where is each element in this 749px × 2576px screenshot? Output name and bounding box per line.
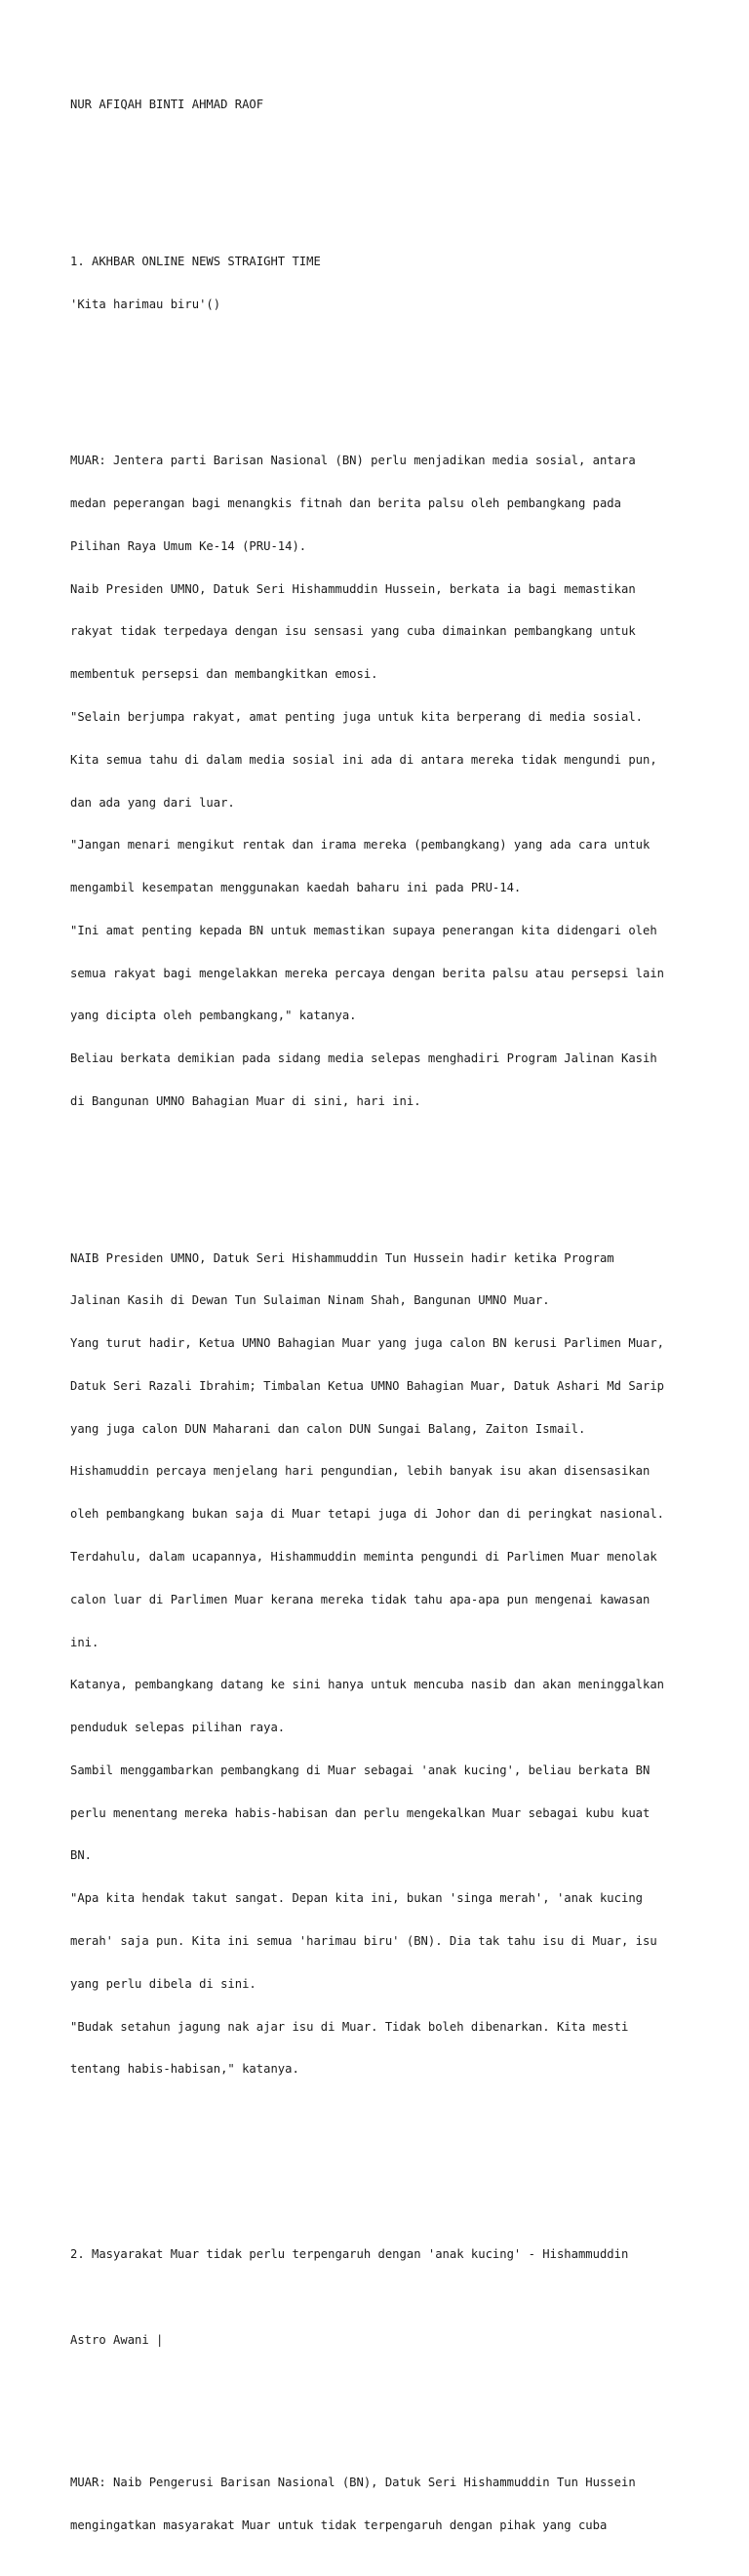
text-line: Katanya, pembangkang datang ke sini hanya untuk mencuba nasib dan akan meninggalkan (70, 1678, 665, 1692)
text-line: tentang habis-habisan," katanya. (70, 2062, 299, 2077)
article-1-paragraph-2 (70, 1222, 714, 2105)
text-line: Terdahulu, dalam ucapannya, Hishammuddin meminta pengundi di Parlimen Muar menolak (70, 1550, 657, 1564)
article-1-heading: 1. AKHBAR ONLINE NEWS STRAIGHT TIME (70, 254, 321, 268)
text-line: "Ini amat penting kepada BN untuk memastikan supaya penerangan kita didengari oleh (70, 923, 657, 937)
article-2-source: Astro Awani | (70, 2332, 164, 2347)
text-line: yang juga calon DUN Maharani dan calon DUN Sungai Balang, Zaiton Ismail. (70, 1421, 586, 1436)
text-line: Sambil menggambarkan pembangkang di Muar sebagai 'anak kucing', beliau berkata BN (70, 1763, 650, 1777)
text-line: penduduk selepas pilihan raya. (70, 1721, 286, 1735)
text-line: membentuk persepsi dan membangkitkan emosi. (70, 667, 378, 682)
text-line: MUAR: Naib Pengerusi Barisan Nasional (BN), Datuk Seri Hishammuddin Tun Hussein (70, 2476, 636, 2490)
text-line: merah' saja pun. Kita ini semua 'harimau biru' (BN). Dia tak tahu isu di Muar, isu (70, 1934, 657, 1949)
text-line: "Selain berjumpa rakyat, amat penting juga untuk kita berperang di media sosial. (70, 709, 643, 724)
text-line: mengingatkan masyarakat Muar untuk tidak terpengaruh dengan pihak yang cuba (70, 2518, 608, 2533)
text-line: mengambil kesempatan menggunakan kaedah baharu ini pada PRU-14. (70, 881, 522, 895)
article-2-paragraph-1 (70, 2447, 714, 2561)
text-line: Pilihan Raya Umum Ke-14 (PRU-14). (70, 538, 307, 553)
text-line: ini. (70, 1635, 99, 1649)
text-line: calon luar di Parlimen Muar kerana mereka tidak tahu apa-apa pun mengenai kawasan (70, 1592, 650, 1606)
text-line: perlu menentang mereka habis-habisan dan perlu mengekalkan Muar sebagai kubu kuat (70, 1805, 650, 1820)
text-line: MUAR: Jentera parti Barisan Nasional (BN) perlu menjadikan media sosial, antara (70, 454, 636, 468)
text-line: Datuk Seri Razali Ibrahim; Timbalan Ketua UMNO Bahagian Muar, Datuk Ashari Md Sarip (70, 1378, 665, 1393)
text-line: rakyat tidak terpedaya dengan isu sensasi yang cuba dimainkan pembangkang untuk (70, 624, 636, 639)
text-line: Naib Presiden UMNO, Datuk Seri Hishammuddin Hussein, berkata ia bagi memastikan (70, 581, 636, 596)
text-line: BN. (70, 1848, 93, 1863)
author-name: NUR AFIQAH BINTI AHMAD RAOF (70, 98, 264, 112)
text-line: Jalinan Kasih di Dewan Tun Sulaiman Ninam Shah, Bangunan UMNO Muar. (70, 1293, 550, 1308)
text-line: "Apa kita hendak takut sangat. Depan kita ini, bukan 'singa merah', 'anak kucing (70, 1891, 643, 1906)
article-1-subheading: 'Kita harimau biru'() (70, 297, 221, 311)
text-line: NAIB Presiden UMNO, Datuk Seri Hishammuddin Tun Hussein hadir ketika Program (70, 1250, 614, 1265)
text-line: oleh pembangkang bukan saja di Muar tetapi juga di Johor dan di peringkat nasional. (70, 1507, 665, 1522)
text-line: semua rakyat bagi mengelakkan mereka percaya dengan berita palsu atau persepsi lain (70, 966, 665, 980)
text-line: yang perlu dibela di sini. (70, 1976, 256, 1991)
text-line: Beliau berkata demikian pada sidang media selepas menghadiri Program Jalinan Kasih (70, 1051, 657, 1066)
article-1-paragraph-1 (70, 425, 714, 1137)
text-line: Kita semua tahu di dalam media sosial ini ada di antara mereka tidak mengundi pun, (70, 752, 657, 767)
text-line: yang dicipta oleh pembangkang," katanya. (70, 1009, 357, 1023)
text-line: dan ada yang dari luar. (70, 795, 235, 810)
text-line: di Bangunan UMNO Bahagian Muar di sini, hari ini. (70, 1094, 421, 1108)
document-body (70, 69, 714, 2576)
text-line: Yang turut hadir, Ketua UMNO Bahagian Muar yang juga calon BN kerusi Parlimen Muar, (70, 1336, 665, 1351)
text-line: Hishamuddin percaya menjelang hari pengundian, lebih banyak isu akan disensasikan (70, 1464, 650, 1479)
text-line: "Budak setahun jagung nak ajar isu di Muar. Tidak boleh dibenarkan. Kita mesti (70, 2019, 629, 2034)
text-line: medan peperangan bagi menangkis fitnah dan berita palsu oleh pembangkang pada (70, 496, 621, 511)
article-2-heading: 2. Masyarakat Muar tidak perlu terpengaruh dengan 'anak kucing' - Hishammuddin (70, 2247, 629, 2262)
text-line: "Jangan menari mengikut rentak dan irama mereka (pembangkang) yang ada cara untuk (70, 838, 650, 852)
